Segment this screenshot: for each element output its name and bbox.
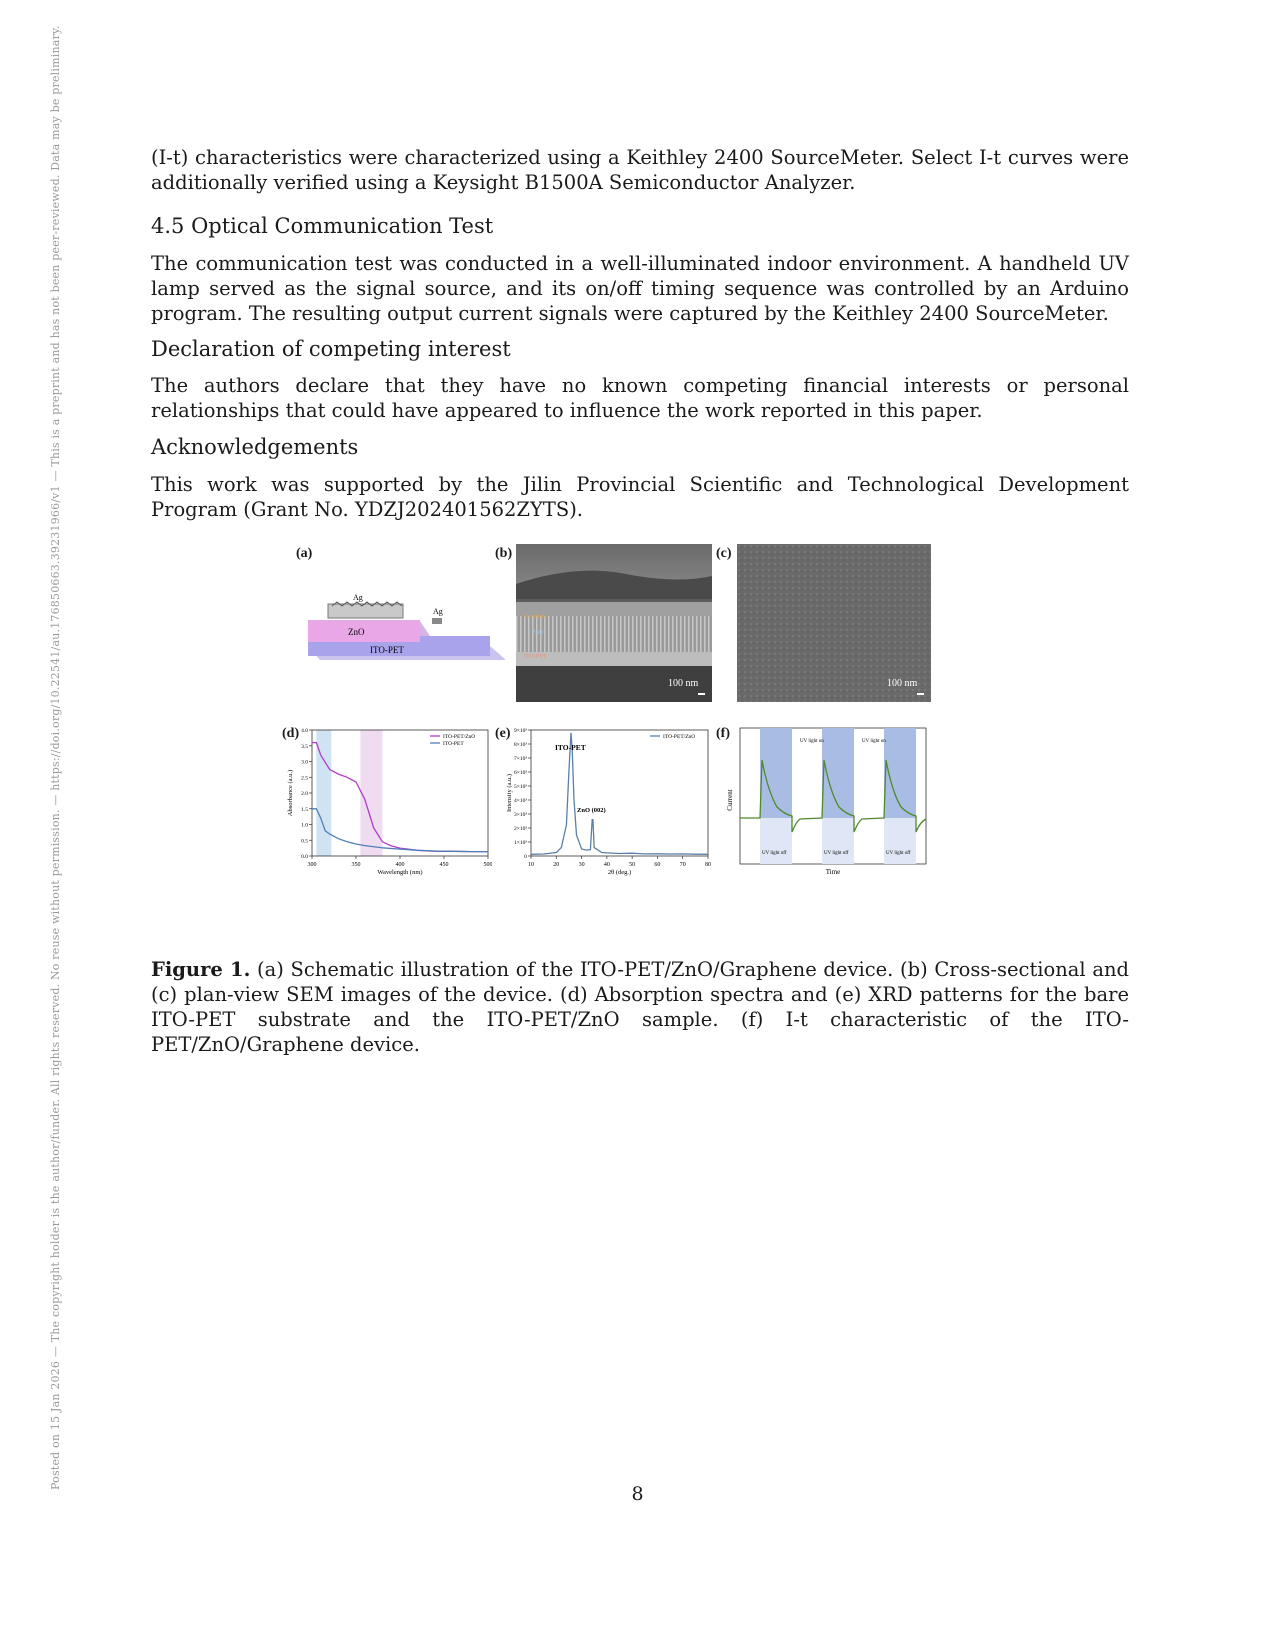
top-electrode-label: Ag: [353, 593, 363, 602]
preprint-side-note: Posted on 15 Jan 2026 — The copyright holder is the author/funder. All rights reserved. No reuse without permission. — https://doi.org/10.22541/au.176850663.39231966/v1 — This is a preprint and has not been peer-reviewed. Data may be preliminary.: [49, 25, 62, 1490]
annotation-zno-002: ZnO (002): [577, 807, 606, 814]
x-tick-label: 40: [603, 862, 610, 868]
x-tick-label: 10: [528, 862, 534, 868]
series-line-ito-pet: [312, 809, 488, 852]
scale-bar-label-c: 100 nm: [887, 678, 918, 689]
x-tick-label: 20: [553, 862, 560, 868]
caption-text: (a) Schematic illustration of the ITO-PET/ZnO/Graphene device. (b) Cross-sectional and (c) plan-view SEM images of the device. (d) Absorption spectra and (e) XRD patterns for the bare ITO-PET substrate and the ITO-PET/ZnO sample. (f) I-t characteristic of the ITO-PET/ZnO/Graphene device.: [151, 958, 1130, 1056]
y-tick-label: 3.0: [301, 759, 308, 766]
figure-caption: [151, 957, 1129, 1057]
section-body-competing-interest: The authors declare that they have no known competing financial interests or personal relationships that could have appeared to influence the work reported in this paper.: [151, 374, 1129, 422]
y-tick-label: 0: [524, 854, 527, 860]
y-tick-label: 6×10³: [513, 770, 527, 776]
section-heading-competing-interest: Declaration of competing interest: [151, 337, 511, 361]
section-body-optical-test: The communication test was conducted in a well-illuminated indoor environment. A handheld UV lamp served as the signal source, and its on/off timing sequence was controlled by an Arduino program. The resulting output current signals were captured by the Keithley 2400 SourceMeter.: [151, 252, 1129, 325]
ito-pet-label: ITO-PET: [370, 645, 404, 655]
x-tick-label: 300: [307, 862, 317, 868]
y-tick-label: 4.0: [301, 728, 308, 734]
x-tick-label: 70: [679, 862, 686, 868]
legend-label: ITO-PET/ZnO: [663, 734, 696, 740]
panel-label-a: (a): [296, 546, 313, 561]
section-heading-acknowledgements: Acknowledgements: [151, 435, 359, 459]
scale-bar-c: [917, 693, 924, 695]
y-tick-label: 1.0: [301, 822, 308, 829]
uv-off-label-1: UV light off: [762, 851, 787, 856]
y-tick-label: 3×10³: [513, 812, 527, 818]
f-xlabel: Time: [825, 868, 841, 876]
y-tick-label: 5×10³: [513, 784, 527, 790]
y-tick-label: 8×10³: [513, 742, 527, 748]
side-electrode: [432, 618, 442, 624]
side-electrode-label: Ag: [433, 607, 443, 616]
sem-layer-label-zno: ZnO: [532, 630, 543, 636]
x-tick-label: 400: [395, 862, 405, 868]
device-schematic: [290, 556, 505, 686]
y-tick-label: 4×10³: [513, 798, 527, 804]
panel-label-b: (b): [495, 546, 513, 561]
panel-label-f: (f): [716, 726, 730, 741]
f-ylabel: Current: [726, 789, 734, 811]
sem-layer-label-graphene: Graphene: [524, 614, 548, 620]
plot-frame: [312, 730, 488, 856]
y-axis-label: Intensity (a.u.): [506, 773, 513, 813]
x-axis-label: Wavelength (nm): [377, 869, 423, 876]
x-tick-label: 350: [351, 862, 361, 868]
x-tick-label: 30: [578, 862, 585, 868]
y-tick-label: 7×10³: [513, 756, 527, 762]
x-axis-label: 2θ (deg.): [607, 869, 632, 876]
y-tick-label: 9×10³: [513, 728, 527, 734]
y-axis-label: Absorbance (a.u.): [287, 769, 294, 817]
y-tick-label: 1×10³: [513, 840, 527, 846]
x-tick-label: 80: [705, 862, 711, 868]
panel-label-d: (d): [282, 726, 300, 741]
x-tick-label: 450: [439, 862, 449, 868]
zno-label: ZnO: [348, 627, 365, 637]
y-tick-label: 2×10³: [513, 826, 527, 832]
legend-label: ITO-PET/ZnO: [443, 734, 476, 740]
uv-off-label-2: UV light off: [824, 851, 849, 856]
sem-plan-view-image: [737, 544, 931, 702]
uv-off-label-3: UV light off: [886, 851, 911, 856]
y-tick-label: 0.0: [301, 854, 308, 860]
page-number: 8: [631, 1483, 644, 1505]
y-tick-label: 3.5: [301, 743, 308, 750]
scale-bar-label-b: 100 nm: [668, 678, 699, 689]
panel-label-c: (c): [716, 546, 732, 561]
uv-on-label-1: UV light on: [800, 739, 824, 744]
x-tick-label: 50: [629, 862, 636, 868]
x-tick-label: 500: [483, 862, 492, 868]
series-line-ito-pet-zno: [312, 743, 488, 852]
y-tick-label: 0.5: [301, 838, 308, 845]
intro-paragraph: (I-t) characteristics were characterized using a Keithley 2400 SourceMeter. Select I-t curves were additionally verified using a Keysight B1500A Semiconductor Analyzer.: [151, 146, 1129, 194]
uv-on-label-2: UV light on: [862, 739, 886, 744]
figure-1: [282, 546, 990, 896]
section-heading-optical-test: 4.5 Optical Communication Test: [151, 214, 494, 238]
y-tick-label: 2.5: [301, 775, 308, 782]
y-tick-label: 1.5: [301, 806, 308, 813]
y-tick-label: 2.0: [301, 791, 308, 797]
sem-cross-section-image: [516, 544, 712, 702]
caption-label: Figure 1.: [151, 958, 251, 981]
it-characteristic-chart: [722, 722, 932, 878]
scale-bar-b: [698, 693, 705, 695]
xrd-pattern-chart: [497, 722, 712, 878]
x-tick-label: 60: [654, 862, 661, 868]
section-body-acknowledgements: This work was supported by the Jilin Provincial Scientific and Technological Development Program (Grant No. YDZJ202401562ZYTS).: [151, 473, 1129, 521]
legend-label: ITO-PET: [443, 741, 464, 747]
absorption-spectra-chart: [282, 722, 492, 878]
panel-label-e: (e): [495, 726, 511, 741]
sem-layer-label-ito-pet: ITO-PET: [524, 654, 547, 660]
annotation-ito-pet: ITO-PET: [555, 743, 586, 752]
